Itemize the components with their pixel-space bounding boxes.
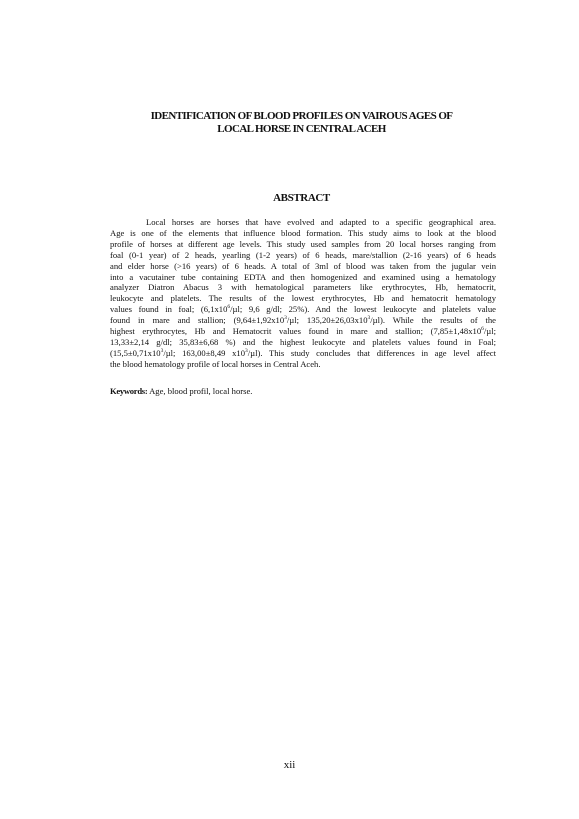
abstract-text: found in mare and stallion; (9,64±1,92x10 [110, 315, 285, 326]
superscript-exponent: 3 [367, 315, 371, 322]
abstract-text: and elder horse (>16 years) of 6 heads. A total of 3ml of blood was taken from the jugular vein [110, 260, 496, 271]
abstract-line [110, 282, 496, 293]
abstract-line [110, 228, 496, 239]
abstract-text: (15,5±0,71x10 [110, 347, 161, 358]
keywords-label: Keywords: [110, 386, 148, 396]
abstract-text: foal (0-1 year) of 2 heads, yearling (1-2 years) of 6 heads, mare/stallion (2-16 years) of 6 heads [110, 249, 496, 260]
abstract-line [110, 326, 496, 337]
abstract-line [110, 239, 496, 250]
abstract-line [110, 261, 496, 272]
superscript-exponent: 3 [284, 315, 287, 322]
abstract-line [110, 293, 496, 304]
page-number: xii [283, 759, 296, 771]
abstract-line [110, 348, 496, 359]
abstract-line [110, 359, 496, 370]
abstract-text: leukocyte and platelets. The results of the lowest erythrocytes, Hb and hematocrit hematology [110, 293, 496, 304]
abstract-line [110, 217, 496, 228]
abstract-text: /µl). This study concludes that differences in age level affect [247, 347, 496, 358]
abstract-text: /µl; 9,6 g/dl; 25%). And the lowest leukocyte and platelets value [230, 304, 497, 315]
abstract-text: /µl; [483, 326, 496, 337]
abstract-heading: ABSTRACT [273, 192, 330, 204]
abstract-text: the blood hematology profile of local horses in Central Aceh. [110, 358, 321, 369]
abstract-text: highest erythrocytes, Hb and Hematocrit values found in mare and stallion; (7,85±1,48x10 [110, 326, 482, 337]
abstract-text: into a vacutainer tube containing EDTA and then homogenized and examined using a hematology [110, 271, 496, 282]
abstract-line [110, 304, 496, 315]
abstract-text: analyzer Diatron Abacus 3 with hematological parameters like erythrocytes, Hb, hematocrit, [110, 282, 496, 293]
abstract-text: /µl; 135,20±26,03x10 [286, 315, 368, 326]
abstract-text: /µl). While the results of the [370, 315, 496, 326]
title-line: LOCAL HORSE IN CENTRAL ACEH [217, 123, 386, 135]
abstract-text: Local horses are horses that have evolved and adapted to a specific geographical area. [146, 217, 496, 227]
superscript-exponent: 6 [481, 326, 484, 333]
abstract-body [110, 217, 496, 370]
abstract-line [110, 315, 496, 326]
superscript-exponent: 3 [160, 348, 164, 355]
title-line: IDENTIFICATION OF BLOOD PROFILES ON VAIROUS AGES OF [150, 110, 453, 122]
document-title [100, 110, 503, 136]
abstract-text: profile of horses at different age levels. This study used samples from 20 local horses ranging from [110, 238, 496, 249]
abstract-text: 13,33±2,14 g/dl; 35,83±6,68 %) and the highest leukocyte and platelets values found in Foal; [110, 336, 496, 347]
abstract-line [110, 250, 496, 261]
abstract-line [110, 337, 496, 348]
abstract-text: /µl; 163,00±8,49 x10 [163, 347, 245, 358]
superscript-exponent: 3 [245, 348, 248, 355]
keywords-value: Age, blood profil, local horse. [147, 386, 253, 396]
abstract-text: values found in foal; (6,1x10 [110, 304, 228, 315]
superscript-exponent: 6 [227, 304, 231, 311]
abstract-line [110, 272, 496, 283]
keywords [110, 386, 496, 396]
abstract-text: Age is one of the elements that influence blood formation. This study aims to look at the blood [110, 227, 496, 238]
